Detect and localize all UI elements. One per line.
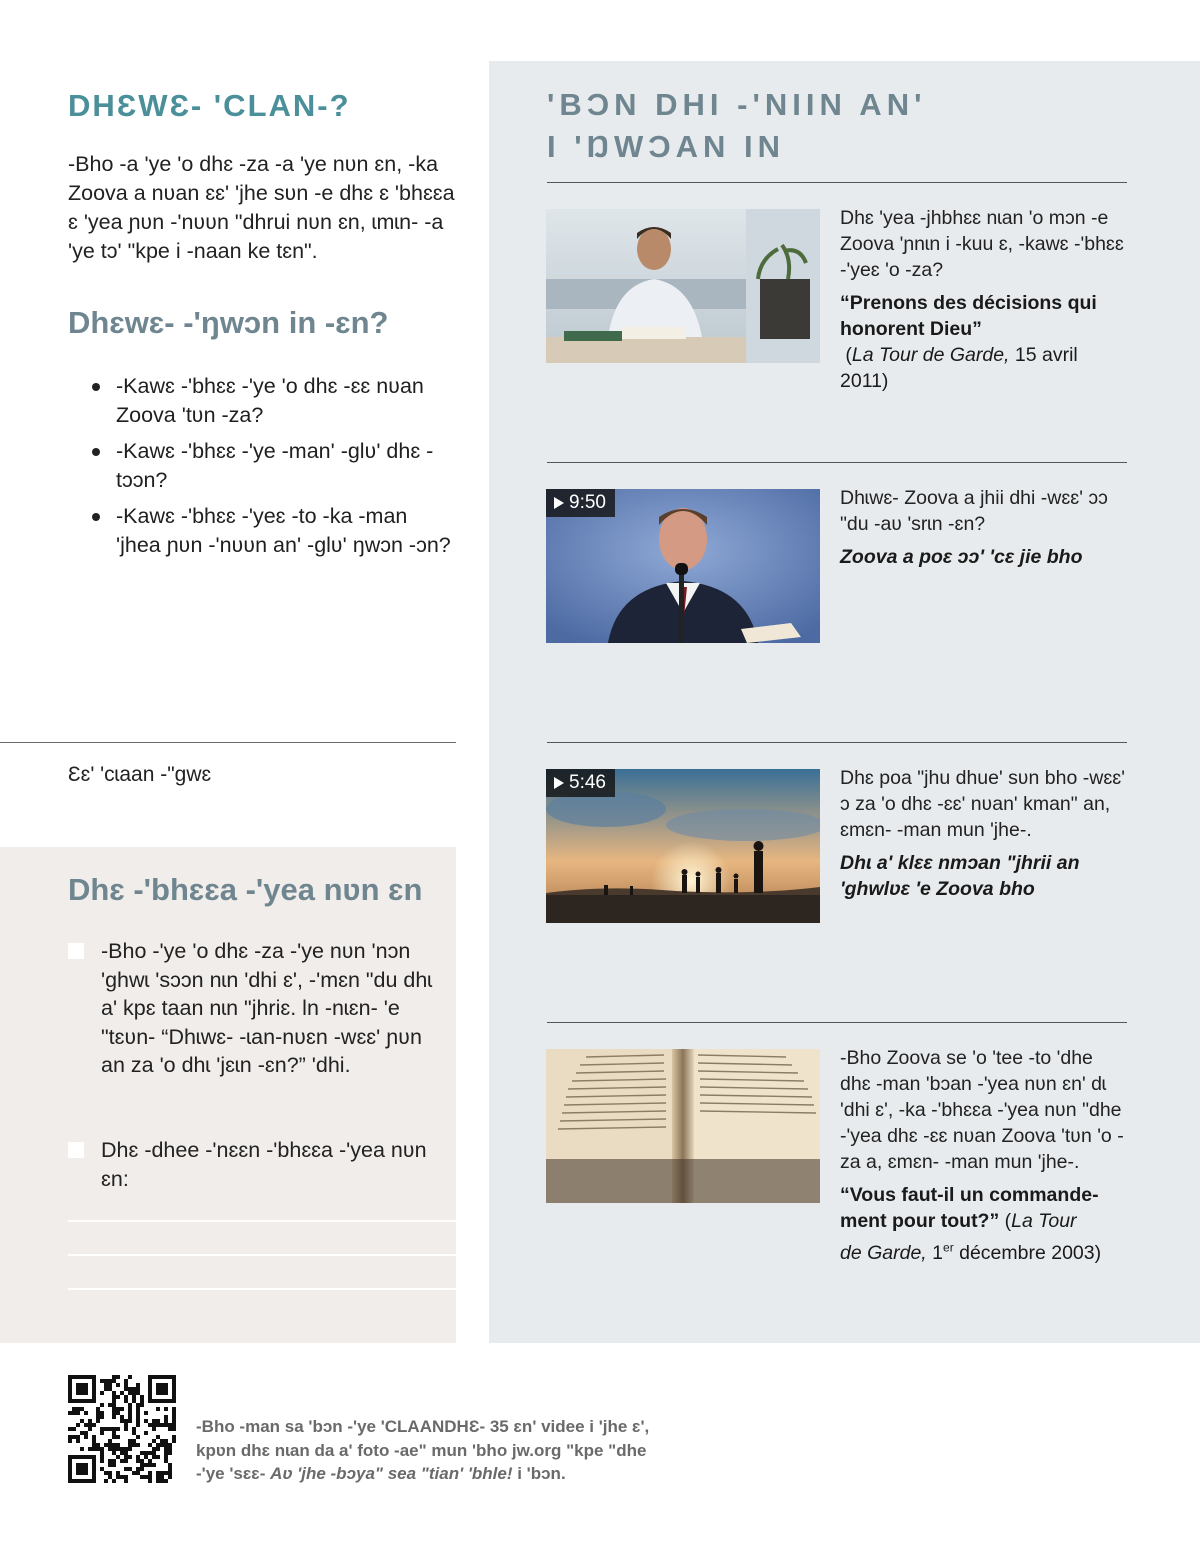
article-thumbnail-open-bible[interactable] [546, 1049, 820, 1203]
footer-note [196, 1415, 676, 1486]
video-link[interactable]: Zoova a poɛ ɔɔ' 'cɛ jie bho [840, 546, 1083, 568]
divider [547, 462, 1127, 463]
video-duration: 9:50 [569, 492, 606, 513]
resources-title-line1: 'BƆN DHƖ -'NƖƖN AN' [547, 87, 927, 122]
play-icon [554, 497, 564, 509]
practice-title: Dhɛ -'bhɛɛa -'yea nʋn ɛn [68, 872, 423, 907]
question-item: -Kawɛ -'bhɛɛ -'yeɛ -to -ka -man 'jhea ɲʋn -'nʋʋn an' -glʋ' ŋwɔn -ɔn? [92, 502, 452, 560]
resources-title-line2: I 'ŊWƆAN IN [547, 129, 786, 164]
video-duration-badge [546, 769, 615, 797]
video-duration: 5:46 [569, 772, 606, 793]
article-source: (La Tour de Garde, 1er décembre 2003) [840, 1210, 1102, 1264]
article-thumbnail-man-studying[interactable] [546, 209, 820, 363]
play-icon [554, 777, 564, 789]
practice-task [68, 937, 438, 1080]
footer-book-title: Aʋ 'jhe -bɔya" sea "tian' 'bhle! [270, 1464, 513, 1483]
article-source: (La Tour de Garde, 15 avril 2011) [840, 344, 1078, 392]
footer-line: kpʋn dhɛ nɩan da a' foto -ae" mun 'bho jw.org "kpe "dhe [196, 1440, 647, 1460]
writing-line[interactable] [68, 1220, 456, 1222]
video-link[interactable]: Dhɩ a' klɛɛ nmɔan "jhrii an 'ghwlʋɛ 'e Zoova bho [840, 852, 1080, 900]
practice-panel [0, 847, 456, 1343]
checkbox[interactable] [68, 943, 84, 959]
open-bible-image [546, 1049, 820, 1203]
writing-line[interactable] [68, 1288, 456, 1290]
video-thumbnail-speaker[interactable] [546, 489, 820, 643]
resource-description: Dhɛ 'yea -jhbhɛɛ nɩan 'o mɔn -e Zoova 'ɲnɩn i -kuu ɛ, -kawɛ -'bhɛɛ -'yeɛ 'o -za? [840, 207, 1124, 281]
practice-task-text: Dhɛ -dhee -'nɛɛn -'bhɛɛa -'yea nʋn ɛn: [101, 1138, 427, 1191]
article-title: “Prenons des décisions qui honorent Dieu” [840, 292, 1097, 340]
writing-line[interactable] [68, 1254, 456, 1256]
question-item: -Kawɛ -'bhɛɛ -'ye -man' -glʋ' dhɛ -tɔɔn? [92, 437, 452, 495]
checkbox[interactable] [68, 1142, 84, 1158]
man-studying-image [546, 209, 820, 363]
footer-line: -Bho -man sa 'bɔn -'ye 'CLAANDHƐ- 35 ɛn' videe i 'jhe ɛ', [196, 1417, 650, 1436]
article-link[interactable] [840, 1182, 1128, 1266]
section-heading-what-bible-says: DHƐWƐ- 'CLAN-? [68, 88, 351, 123]
resource-description: Dhɩwɛ- Zoova a jhii dhi -wɛɛ' ɔɔ "du -aʋ 'srɩn -ɛn? [840, 487, 1108, 535]
resource-item [840, 485, 1128, 570]
footer-line: -'ye 'sɛɛ- [196, 1464, 266, 1483]
qr-code-icon[interactable] [68, 1375, 176, 1483]
practice-task-text: -Bho -'ye 'o dhɛ -za -'ye nʋn 'nɔn 'ghwɩ 'sɔɔn nɩn 'dhi ɛ', -'mɛn "du dhɩ a' kpɛ taan nɩn "jhriɛ. Ɩn -nɩɛn- 'e "tɛʋn- “Dhɩwɛ- -ɩan-nʋɛn -wɛɛ' ɲʋn an za 'o dhɩ 'jɛɩn -ɛn?” 'dhi. [101, 939, 433, 1077]
video-duration-badge [546, 489, 615, 517]
resource-item [840, 1045, 1128, 1266]
practice-task [68, 1136, 438, 1193]
resources-title [547, 84, 1107, 168]
resource-description: -Bho Zoova se 'o 'tee -to 'dhe dhɛ -man 'bɔan -'yea nʋn ɛn' dɩ 'dhi ɛ', -ka -'bhɛɛa -'yea nʋn "dhe -'yea dhɛ -ɛɛ nʋan Zoova 'tʋn 'o -za a, ɛmɛn- -man mun 'jhe-. [840, 1047, 1124, 1173]
resource-item [840, 205, 1128, 394]
intro-paragraph: -Bho -a 'ye 'o dhɛ -za -a 'ye nʋn ɛn, -ka Zoova a nʋan ɛɛ' 'jhe sʋn -e dhɛ ɛ 'bhɛɛa ɛ 'yea ɲʋn -'nʋʋn "dhrui nʋn ɛn, ɩmɩn- -a 'ye tɔ' "kpe i -naan ke tɛn". [68, 152, 455, 263]
question-list [92, 372, 452, 567]
divider [547, 182, 1127, 183]
article-title: “Vous faut-il un commande-ment pour tout?” [840, 1184, 1099, 1232]
divider [0, 742, 456, 743]
divider [547, 1022, 1127, 1023]
footer-line: i 'bɔn. [517, 1464, 566, 1483]
video-thumbnail-sunset[interactable] [546, 769, 820, 923]
question-item: -Kawɛ -'bhɛɛ -'ye 'o dhɛ -ɛɛ nʋan Zoova 'tʋn -za? [92, 372, 452, 430]
section-heading-questions: Dhɛwɛ- -'ŋwɔn in -ɛn? [68, 305, 389, 340]
divider [547, 742, 1127, 743]
notes-label: Ɛɛ' 'cɩaan -"gwɛ [68, 763, 212, 786]
resource-description: Dhɛ poa "jhu dhue' sʋn bho -wɛɛ' ɔ za 'o dhɛ -ɛɛ' nʋan' kman" an, ɛmɛn- -man mun 'jhe-. [840, 767, 1125, 841]
article-link[interactable] [840, 290, 1128, 394]
resource-item [840, 765, 1128, 902]
